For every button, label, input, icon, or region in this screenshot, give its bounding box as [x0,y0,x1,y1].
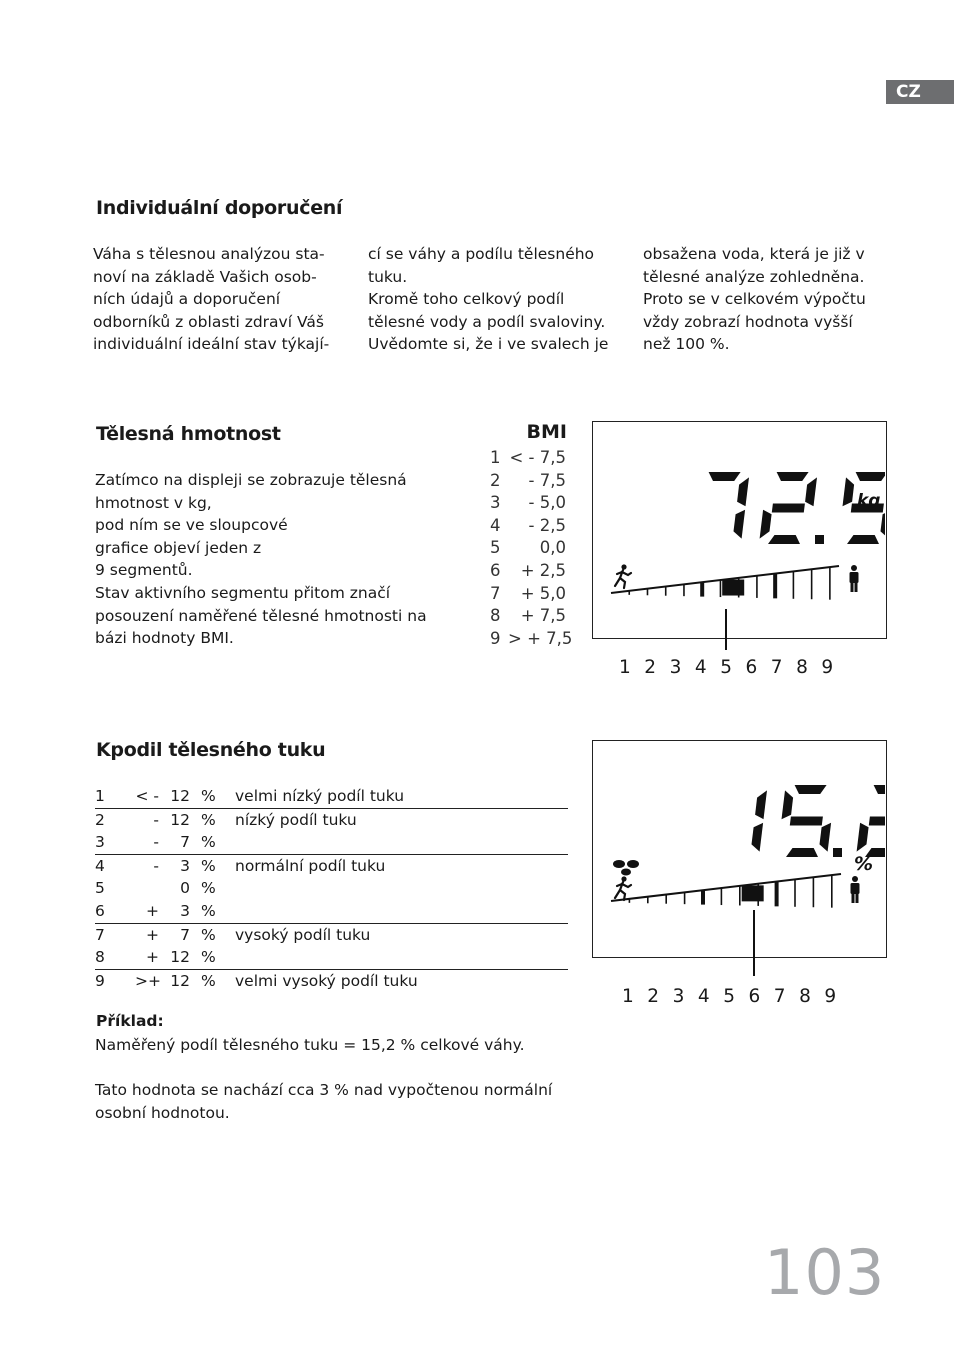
fat-table-row [95,946,568,970]
row-sign: - [153,856,159,875]
text-line: Zatímco na displeji se zobrazuje tělesná [95,471,407,489]
row-value: 7 [180,925,190,944]
bmi-row-value: > + 7,5 [508,628,573,648]
text-line: 9 segmentů. [95,561,193,580]
language-tab: CZ [886,80,954,104]
section-title-body-fat: Kpodil tělesného tuku [96,739,326,761]
bmi-row-value: - 5,0 [528,493,566,513]
scale-number: 5 [720,657,732,678]
bmi-row-value: 0,0 [539,538,566,558]
row-number: 3 [95,833,105,852]
bmi-row-number: 8 [490,606,501,626]
row-value: 12 [170,948,190,967]
row-percent: % [201,810,216,829]
fat-table-row [95,924,568,947]
bar-baseline [611,874,841,901]
scale-number: 6 [745,657,758,678]
body-weight-text [95,469,475,650]
text-line: osobní hodnotou. [95,1103,230,1122]
text-line: než 100 %. [643,335,730,354]
row-label: nízký podíl tuku [235,810,357,829]
text-line: vždy zobrazí hodnota vyšší [643,312,853,331]
scale-number: 7 [770,657,783,678]
bmi-row-value: - 2,5 [528,515,566,535]
row-sign: + [146,901,159,920]
scale-number: 1 [622,986,634,1007]
bmi-row [490,515,570,538]
scale-number: 8 [799,986,811,1007]
row-sign: + [146,948,159,967]
segment-pointer [725,609,727,650]
segment-bars [611,566,839,600]
text-line: tuku. [368,267,408,286]
row-sign: - [153,833,159,852]
lcd-segment [790,817,823,826]
row-sign: < - [135,787,159,805]
row-percent: % [201,971,216,990]
example-note [95,1079,575,1124]
weight-display-panel [592,421,887,639]
row-label: vysoký podíl tuku [235,925,371,944]
active-segment-block [722,580,744,596]
lcd-segment [869,817,885,826]
row-label: velmi nízký podíl tuku [235,787,405,805]
bmi-row [490,583,570,606]
recommendation-column-3 [643,243,903,356]
scale-number: 5 [723,986,735,1007]
lcd-segment [881,510,886,539]
scale-number: 3 [672,986,685,1007]
scale-numbers [622,986,850,1007]
bmi-row-value: + 7,5 [520,606,566,626]
lcd-segment [734,510,746,539]
row-percent: % [201,901,216,920]
text-line: hmotnost v kg, [95,493,212,512]
scale-number: 1 [619,657,631,678]
text-line: individuální ideální stav týkají- [93,335,330,354]
scale-number: 9 [824,986,837,1007]
bmi-row-number: 5 [490,538,501,558]
lcd-segment [760,510,772,539]
lcd-segment [795,785,827,794]
bmi-table [490,447,573,650]
weight-lcd [593,422,885,637]
bmi-row-number: 7 [490,583,501,603]
recommendation-column-1 [93,243,358,356]
row-value: 12 [170,810,190,829]
text-line: cí se váhy a podílu tělesného [368,245,595,263]
row-value: 7 [180,833,190,852]
example-line: Naměřený podíl tělesného tuku = 15,2 % celkové váhy. [95,1036,525,1054]
segment-bars [611,874,841,908]
lcd-segment [820,823,832,852]
lcd-segment [843,477,855,506]
lcd-decimal-point [815,535,824,544]
lcd-segment [874,785,885,794]
text-line: odborníků z oblasti zdraví Váš [93,312,324,331]
lcd-segment [777,472,809,481]
row-percent: % [201,856,216,875]
row-label: velmi vysoký podíl tuku [235,971,418,990]
fat-lcd [593,741,885,956]
fat-drops-icon [613,860,639,876]
lcd-segment [857,823,869,852]
row-number: 8 [95,948,105,967]
runner-icon [615,564,631,588]
section-title-recommendation: Individuální doporučení [96,197,343,219]
bmi-row [490,447,570,470]
fat-table-row [95,970,568,993]
lcd-segment [805,477,817,506]
row-sign: - [153,810,159,829]
bmi-row [490,537,570,560]
lcd-segment [786,848,818,857]
bmi-row-number: 3 [490,493,501,513]
text-line: Proto se v celkovém výpočtu [643,290,866,309]
scale-number: 4 [694,657,707,678]
row-number: 4 [95,856,105,875]
text-line: Váha s tělesnou analýzou sta- [93,245,325,263]
fat-display-panel [592,740,887,958]
bmi-row-number: 9 [490,628,501,648]
recommendation-column-2 [368,243,633,356]
scale-number: 8 [796,657,808,678]
bmi-row [490,605,570,628]
scale-numbers [619,657,847,678]
bmi-row-number: 6 [490,560,501,580]
text-line: obsažena voda, která je již v [643,245,865,263]
row-value: 3 [180,856,190,875]
fat-table-row [95,785,568,809]
bmi-row-number: 1 [490,448,501,467]
lcd-segment [755,790,767,819]
segment-pointer [753,910,755,976]
lcd-segment [782,790,794,819]
fat-table-row [95,900,568,924]
scale-number: 3 [669,657,682,678]
bmi-row [490,470,570,493]
lcd-segment [856,472,885,481]
active-segment-block [742,885,764,901]
row-value: 12 [170,971,190,990]
row-number: 5 [95,879,105,898]
row-number: 7 [95,925,105,944]
fat-table-row [95,855,568,878]
bmi-row-number: 4 [490,515,501,535]
lcd-segment [709,472,741,481]
person-icon [851,876,860,903]
scale-number: 2 [647,986,660,1007]
body-fat-table [95,785,568,992]
text-line: posouzení naměřené tělesné hmotnosti na [95,606,427,625]
bmi-row-value: < - 7,5 [509,448,566,467]
text-line: Kromě toho celkový podíl [368,290,565,309]
bmi-row-value: - 7,5 [528,470,566,490]
text-line: noví na základě Vašich osob- [93,267,317,286]
lcd-segment [737,477,749,506]
row-percent: % [201,948,216,967]
row-sign: + [146,925,159,944]
scale-number: 7 [773,986,786,1007]
text-line: ních údajů a doporučení [93,290,281,309]
lcd-segment [752,823,764,852]
lcd-decimal-point [833,848,842,857]
row-percent: % [201,833,216,852]
scale-number: 6 [748,986,761,1007]
text-line: bázi hodnoty BMI. [95,629,234,648]
bmi-row [490,560,570,583]
fat-table-row [95,809,568,832]
row-percent: % [201,879,216,898]
row-value: 0 [180,879,190,898]
text-line: Stav aktivního segmentu přitom značí [95,583,391,602]
row-value: 12 [170,787,190,805]
section-title-body-weight: Tělesná hmotnost [96,423,281,445]
page-number: 103 [764,1236,886,1309]
text-line: Tato hodnota se nachází cca 3 % nad vypočtenou normální [95,1081,553,1099]
lcd-segment [768,535,800,544]
fat-table-row [95,877,568,900]
row-number: 1 [95,787,105,805]
lcd-unit: kg [857,491,881,511]
text-line: Uvědomte si, že i ve svalech je [368,335,609,354]
example-label: Příklad: [96,1012,164,1030]
text-line: tělesné vody a podíl svaloviny. [368,312,606,331]
text-line: grafice objeví jeden z [95,538,262,557]
scale-number: 9 [821,657,834,678]
lcd-segment [847,535,879,544]
text-line: tělesné analýze zohledněna. [643,267,865,286]
row-label: normální podíl tuku [235,856,386,875]
runner-icon [615,876,631,900]
row-number: 9 [95,971,105,990]
person-icon [850,565,859,592]
lcd-unit: % [854,853,874,875]
scale-number: 4 [697,986,710,1007]
row-number: 2 [95,810,105,829]
row-number: 6 [95,901,105,920]
bmi-row-value: + 2,5 [520,560,566,580]
text-line: pod ním se ve sloupcové [95,516,288,535]
bmi-row [490,492,570,515]
bmi-row-value: + 5,0 [520,583,566,603]
lcd-digits [752,785,886,857]
lcd-segment [772,504,805,513]
row-sign: >+ [135,971,161,990]
bmi-row [490,628,573,651]
row-percent: % [201,787,216,805]
row-percent: % [201,925,216,944]
row-value: 3 [180,901,190,920]
fat-table-row [95,831,568,855]
bmi-row-number: 2 [490,470,501,490]
bmi-header: BMI [526,421,567,443]
scale-number: 2 [644,657,657,678]
